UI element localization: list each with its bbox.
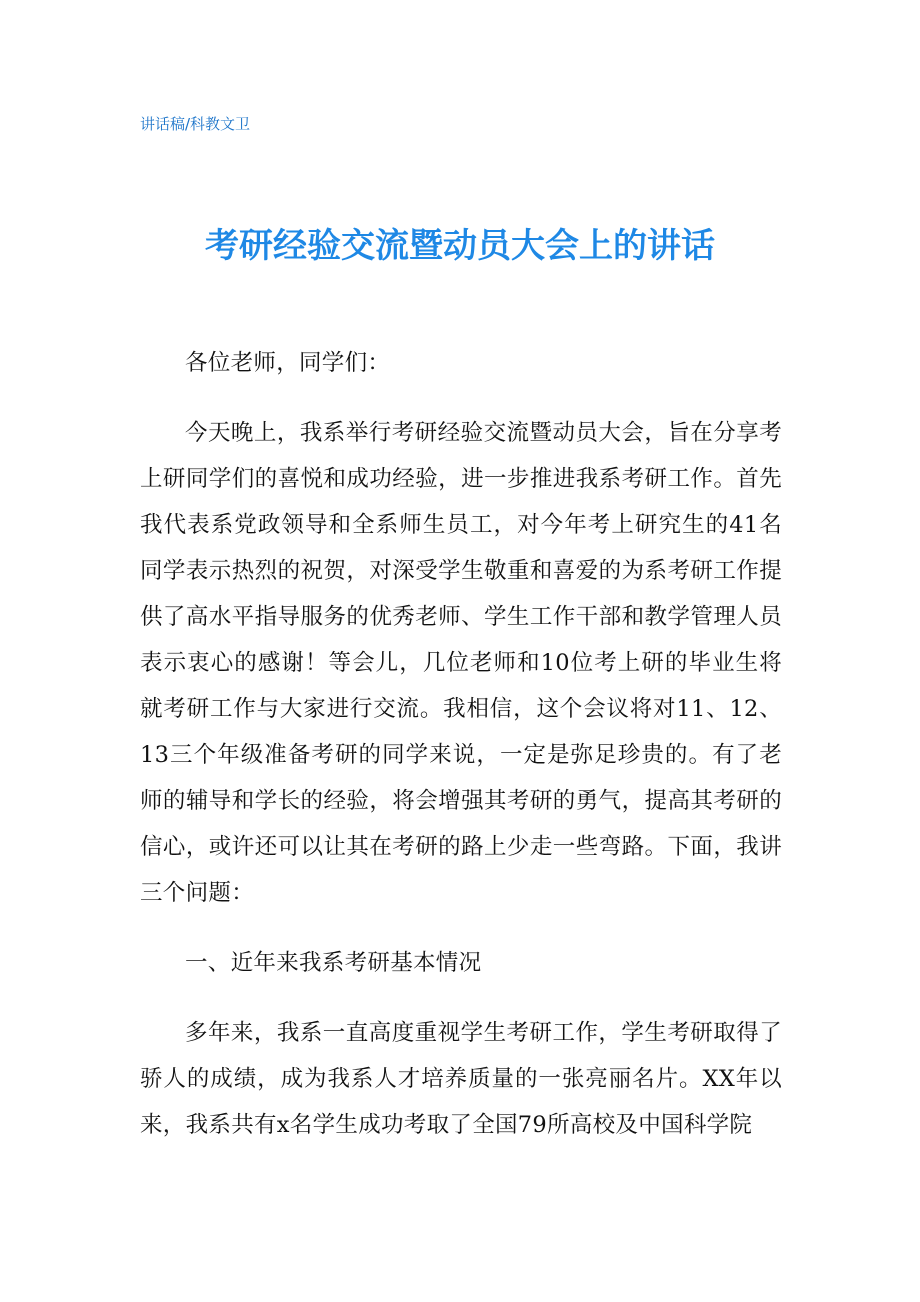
page-title: 考研经验交流暨动员大会上的讲话 [205, 226, 715, 266]
section-heading: 一、近年来我系考研基本情况 [185, 950, 482, 976]
salutation-paragraph: 各位老师，同学们： [185, 350, 391, 376]
document-body [140, 340, 782, 1172]
category-label: 讲话稿/科教文卫 [140, 115, 251, 133]
section-paragraph: 多年来，我系一直高度重视学生考研工作，学生考研取得了骄人的成绩，成为我系人才培养质量的一张亮丽名片。XX年以来，我系共有x名学生成功考取了全国79所高校及中国科学院 [140, 1020, 782, 1138]
intro-paragraph: 今天晚上，我系举行考研经验交流暨动员大会，旨在分享考上研同学们的喜悦和成功经验，进一步推进我系考研工作。首先我代表系党政领导和全系师生员工，对今年考上研究生的41名同学表示热烈的祝贺，对深受学生敬重和喜爱的为系考研工作提供了高水平指导服务的优秀老师、学生工作干部和教学管理人员表示衷心的感谢！等会儿，几位老师和10位考上研的毕业生将就考研工作与大家进行交流。我相信，这个会议将对11、12、13三个年级准备考研的同学来说，一定是弥足珍贵的。有了老师的辅导和学长的经验，将会增强其考研的勇气，提高其考研的信心，或许还可以让其在考研的路上少走一些弯路。下面，我讲三个问题： [140, 420, 782, 906]
